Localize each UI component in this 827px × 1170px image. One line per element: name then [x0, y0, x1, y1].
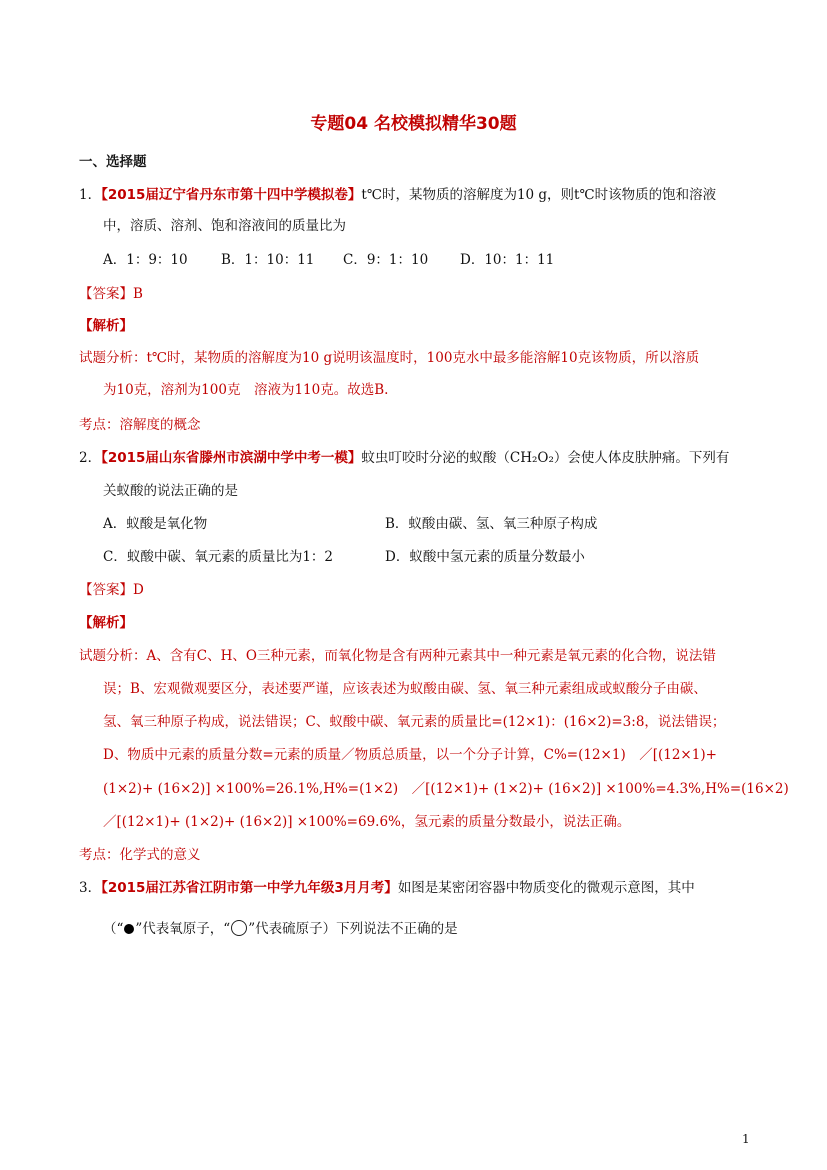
question-2-source: 【2015届山东省滕州市滨湖中学中考一模】: [101, 450, 362, 466]
oxygen-atom-icon: [124, 924, 134, 934]
section-heading: 一、选择题: [79, 154, 147, 170]
question-1-stem: [79, 185, 716, 205]
page-number: 1: [742, 1132, 750, 1146]
question-2-stem: [79, 448, 729, 468]
question-2-analysis-line5: (1×2)+ (16×2)] ×100%=26.1%,H%=(1×2) ／[(12×1)+ (1×2)+ (16×2)] ×100%=4.3%,H%=(16×2): [103, 781, 789, 797]
question-1-option-b: B．1：10：11: [221, 252, 315, 268]
question-2-analysis-line6: ／[(12×1)+ (1×2)+ (16×2)] ×100%=69.6%，氢元素的质量分数最小，说法正确。: [103, 814, 631, 830]
question-2-analysis-line1: 试题分析：A、含有C、H、O三种元素，而氧化物是含有两种元素其中一种元素是氧元素的化合物，说法错: [79, 648, 716, 664]
question-1-number: 1．: [79, 187, 102, 203]
page-title: 专题04 名校模拟精华30题: [310, 114, 517, 134]
question-2-analysis-line2: 误；B、宏观微观要区分，表述要严谨，应该表述为蚁酸由碳、氢、氧三种元素组成或蚁酸分子由碳、: [103, 681, 707, 697]
sulfur-atom-icon: [231, 920, 247, 936]
question-3-stem: [79, 878, 695, 898]
question-1-option-c: C．9：1：10: [343, 252, 429, 268]
question-1-option-d: D．10：1：11: [460, 252, 555, 268]
question-1-analysis-label: 【解析】: [79, 318, 133, 334]
question-3-number: 3．: [79, 880, 102, 896]
question-1-source: 【2015届辽宁省丹东市第十四中学模拟卷】: [101, 187, 362, 203]
question-2-option-c: C．蚁酸中碳、氧元素的质量比为1：2: [103, 549, 334, 565]
question-2-stem-line2: 关蚁酸的说法正确的是: [103, 483, 238, 499]
question-2-option-a: A．蚁酸是氧化物: [103, 516, 208, 532]
question-1-analysis-line1: 试题分析：t℃时，某物质的溶解度为10 g说明该温度时，100克水中最多能溶解10克该物质，所以溶质: [79, 350, 700, 366]
question-1-answer: 【答案】B: [79, 286, 143, 302]
question-1-knowledge-point: 考点：溶解度的概念: [79, 417, 201, 433]
question-2-knowledge-point: 考点：化学式的意义: [79, 847, 201, 863]
question-3-stem-line1: 如图是某密闭容器中物质变化的微观示意图，其中: [397, 880, 695, 896]
question-1-analysis-line2: 为10克，溶剂为100克 溶液为110克。故选B.: [103, 382, 389, 398]
question-2-stem-line1: 蚊虫叮咬时分泌的蚁酸（CH₂O₂）会使人体皮肤肿痛。下列有: [361, 450, 730, 466]
question-2-number: 2．: [79, 450, 102, 466]
question-1-option-a: A．1：9：10: [103, 252, 188, 268]
question-3-source: 【2015届江苏省江阴市第一中学九年级3月月考】: [101, 880, 398, 896]
question-2-option-d: D．蚁酸中氢元素的质量分数最小: [385, 549, 585, 565]
question-1-stem-line1: t℃时，某物质的溶解度为10 g，则t℃时该物质的饱和溶液: [361, 187, 717, 203]
question-2-option-b: B．蚁酸由碳、氢、氧三种原子构成: [385, 516, 598, 532]
question-2-analysis-line4: D、物质中元素的质量分数=元素的质量／物质总质量，以一个分子计算，C%=(12×1) ／[(12×1)+: [103, 747, 717, 763]
question-2-answer: 【答案】D: [79, 582, 144, 598]
question-2-analysis-line3: 氢、氧三种原子构成，说法错误；C、蚁酸中碳、氧元素的质量比=(12×1)：(16×2)=3:8，说法错误；: [103, 714, 726, 730]
question-1-stem-line2: 中，溶质、溶剂、饱和溶液间的质量比为: [103, 218, 346, 234]
question-3-legend: （“ ”代表氧原子，“ ”代表硫原子）下列说法不正确的是: [103, 921, 458, 937]
question-2-analysis-label: 【解析】: [79, 615, 133, 631]
